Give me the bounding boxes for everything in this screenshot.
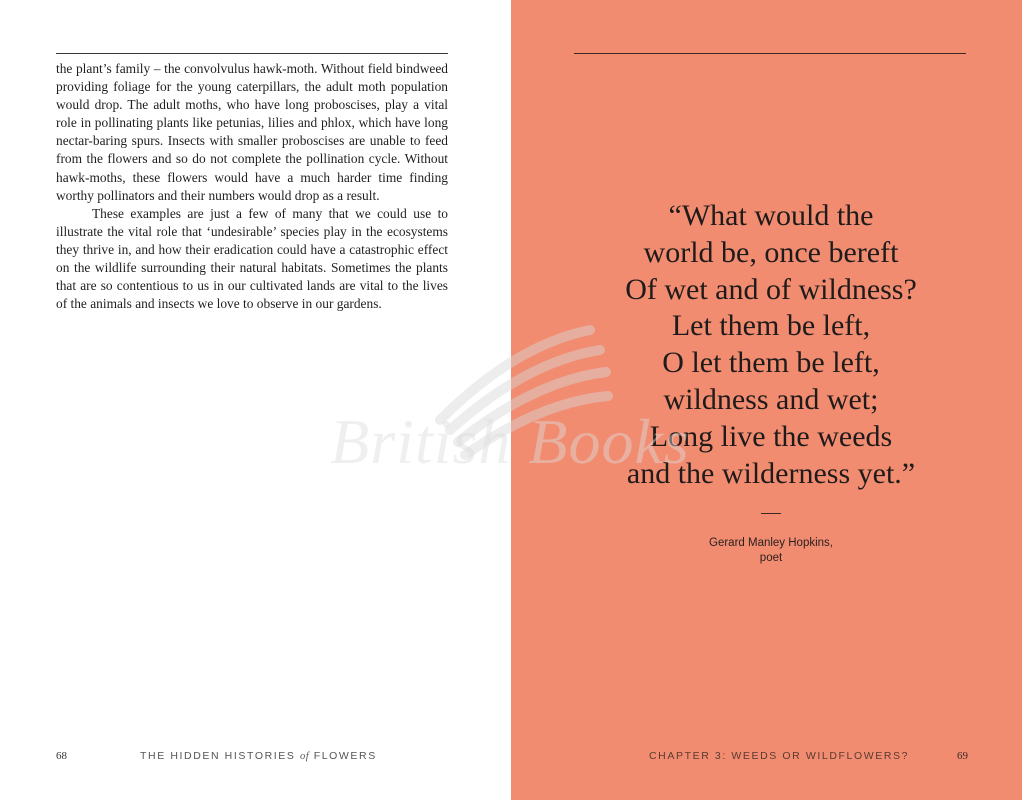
top-rule-left <box>56 53 448 54</box>
quote-divider <box>761 513 781 514</box>
quote-line: Let them be left, <box>671 309 871 343</box>
quote-line: Long live the weeds <box>649 419 893 453</box>
page-number-left: 68 <box>56 750 67 762</box>
watermark-text: British Books <box>330 406 690 477</box>
body-paragraph: the plant’s family – the convolvulus hawk-moth. Without field bindweed providing foliage for the young caterpillars, the adult moth population would drop. The adult moths, who have long proboscises, play a vital role in pollinating plants like petunias, lilies and phlox, which have long nectar-baring spurs. Insects with smaller proboscises are unable to feed from the flowers and so do not complete the pollination cycle. Without hawk-moths, these flowers would have a much harder time finding worthy pollinators and their numbers would drop as a result. <box>56 61 448 203</box>
running-head-left-italic: of <box>300 751 310 762</box>
running-head-left-part: FLOWERS <box>309 750 377 762</box>
quote-line: O let them be left, <box>662 346 880 380</box>
attribution-role: poet <box>759 552 783 564</box>
pull-quote <box>551 198 991 492</box>
quote-line: and the wilderness yet.” <box>626 456 916 490</box>
right-page <box>511 0 1022 800</box>
quote-line: wildness and wet; <box>663 382 879 416</box>
quote-attribution <box>661 536 881 566</box>
page-number-right: 69 <box>957 750 968 762</box>
running-head-left <box>140 750 377 762</box>
body-paragraph: These examples are just a few of many that we could use to illustrate the vital role that ‘undesirable’ species play in the ecosystems they thrive in, and how their eradication could have a catastrophic effect on the wildlife surrounding their natural habitats. Sometimes the plants that are so contentious to us in our cultivated lands are vital to the lives of the animals and insects we love to observe in our gardens. <box>56 205 448 312</box>
running-head-right: CHAPTER 3: WEEDS OR WILDFLOWERS? <box>649 750 910 762</box>
attribution-name: Gerard Manley Hopkins, <box>709 537 833 549</box>
top-rule-right <box>574 53 966 54</box>
body-text <box>56 60 448 313</box>
running-head-left-part: THE HIDDEN HISTORIES <box>140 750 301 762</box>
quote-line: Of wet and of wildness? <box>625 272 917 306</box>
quote-line: world be, once bereft <box>643 235 899 269</box>
quote-line: “What would the <box>668 199 874 232</box>
